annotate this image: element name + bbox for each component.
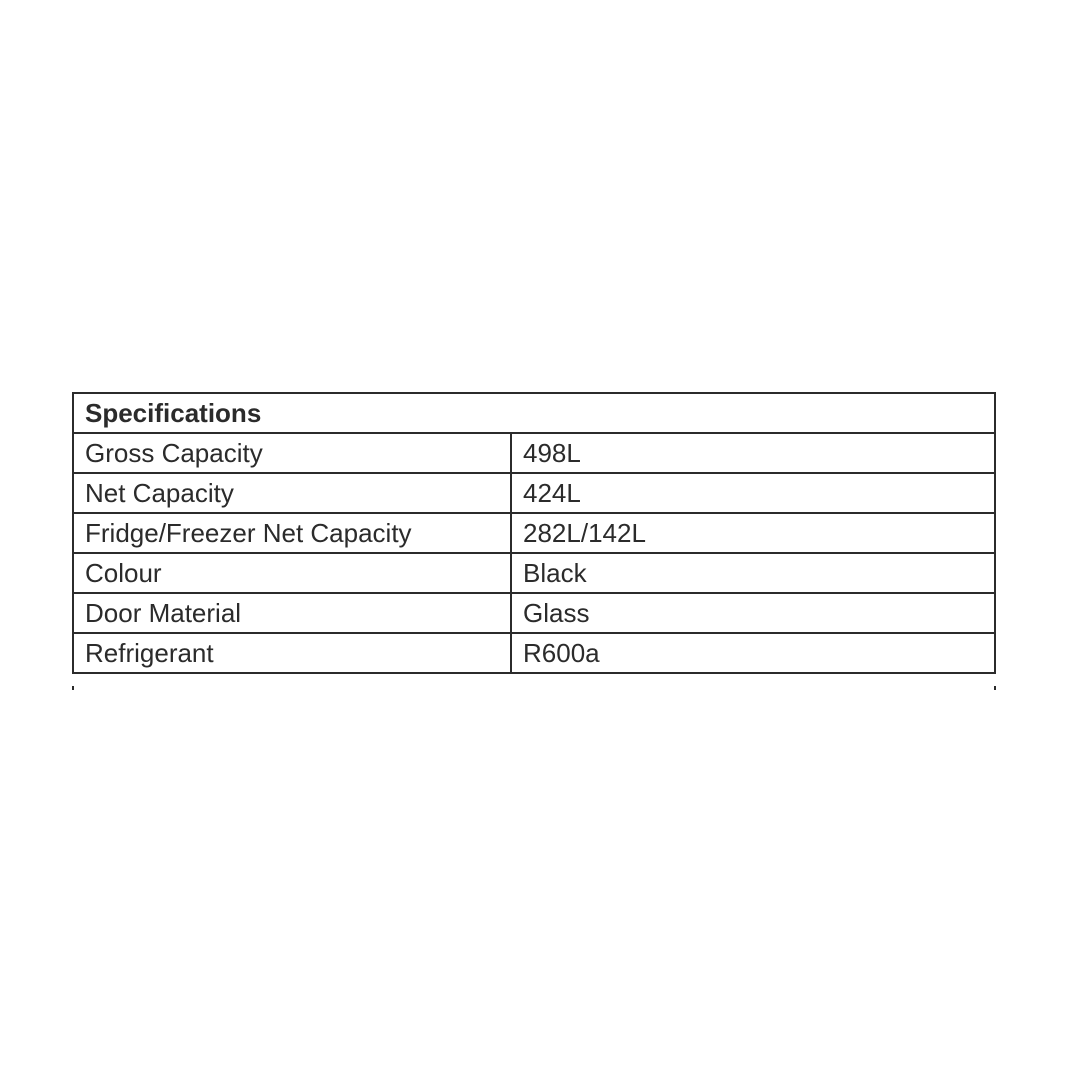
spec-label: Gross Capacity — [73, 433, 511, 473]
spec-value: R600a — [511, 633, 995, 673]
spec-value: Black — [511, 553, 995, 593]
spec-label: Net Capacity — [73, 473, 511, 513]
table-title: Specifications — [73, 393, 995, 433]
spec-label: Fridge/Freezer Net Capacity — [73, 513, 511, 553]
spec-value: Glass — [511, 593, 995, 633]
specifications-table — [72, 392, 996, 674]
spec-value: 424L — [511, 473, 995, 513]
spec-value: 498L — [511, 433, 995, 473]
spec-label: Colour — [73, 553, 511, 593]
table-row — [73, 633, 995, 673]
spec-label: Door Material — [73, 593, 511, 633]
table-row — [73, 553, 995, 593]
table-row — [73, 473, 995, 513]
table-row — [73, 593, 995, 633]
spec-label: Refrigerant — [73, 633, 511, 673]
table-row — [73, 433, 995, 473]
table-header-row — [73, 393, 995, 433]
table-cutoff-edge — [72, 686, 996, 690]
table-row — [73, 513, 995, 553]
spec-value: 282L/142L — [511, 513, 995, 553]
